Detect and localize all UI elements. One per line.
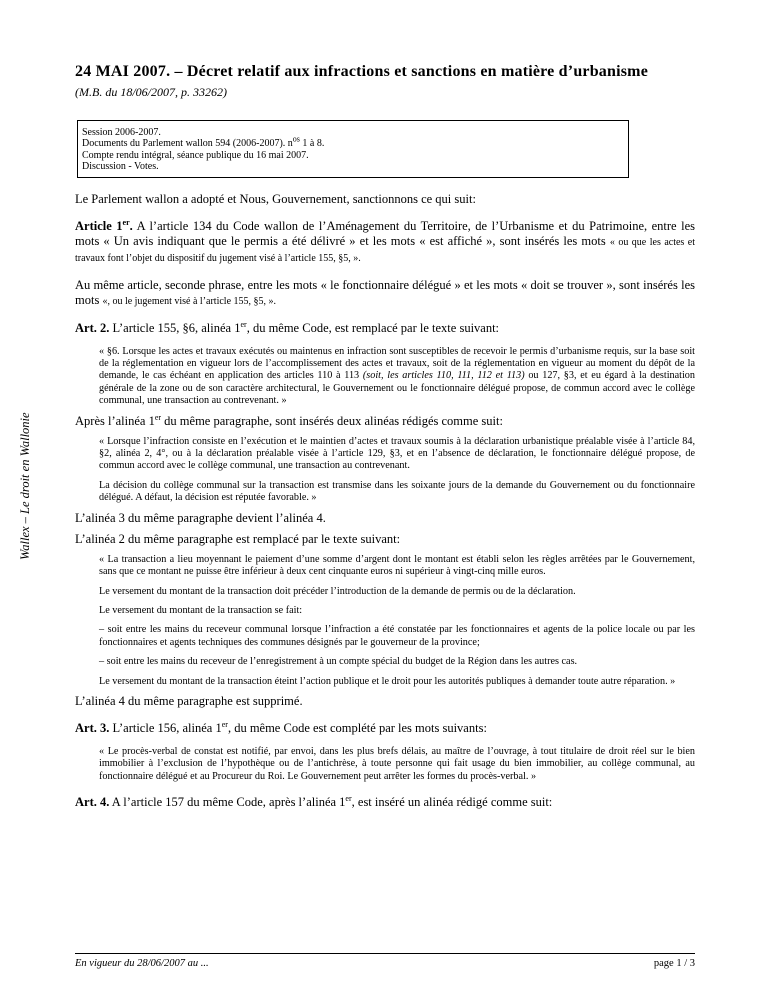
intro-paragraph: Le Parlement wallon a adopté et Nous, Gouvernement, sanctionnons ce qui suit: <box>75 191 476 206</box>
quote-paragraph: « Lorsque l’infraction consiste en l’exécution et le maintien d’actes et travaux soumis à la déclaration urbanistique préalable visée à l’article 84, §2, alinéa 2, 4°, ou à la déclaration préalable visée à l’article 129, §3, et en l’absence de déclaration, le fonctionnaire délégué propose, de commun accord avec le collège communal, une transaction au contrevenant. <box>99 435 695 472</box>
quote-paragraph: « La transaction a lieu moyennant le paiement d’une somme d’argent dont le montant est établi selon les règles arrêtées par le Gouvernement, sans que ce montant ne puisse être inférieur à deux cent cinquante euros ni supérieur à vingt-cinq mille euros. <box>99 553 695 578</box>
article-2-heading: Art. 2. <box>75 320 110 335</box>
session-line: Discussion - Votes. <box>82 161 159 173</box>
session-line: Session 2006-2007. <box>82 127 161 138</box>
quote-paragraph: – soit entre les mains du receveur communal lorsque l’infraction a été constatée par les fonctionnaires et agents de la police locale ou par les fonctionnaires et agents techniques des communes désignés par le gouverneur de la province; <box>99 624 695 648</box>
article-1-heading: Article 1er. <box>75 217 133 233</box>
session-box <box>77 120 629 178</box>
article-3-heading: Art. 3. <box>75 720 110 735</box>
article-2-insert-paragraph: Après l’alinéa 1er du même paragraphe, sont insérés deux alinéas rédigés comme suit: <box>75 412 503 428</box>
session-docs-line: Documents du Parlement wallon 594 (2006-2007). $n^{os}$ 1 à 8. <box>82 135 325 150</box>
page-number: page 1 / 3 <box>653 958 695 969</box>
quote-paragraph: Le versement du montant de la transaction se fait: <box>99 604 303 616</box>
side-label: Wallex – Le droit en Wallonie <box>18 412 32 560</box>
article-3: Art. 3. L’article 156, alinéa 1er, du même Code est complété par les mots suivants: <box>75 719 487 735</box>
article-4-heading: Art. 4. <box>75 795 110 810</box>
quote-paragraph: « Le procès-verbal de constat est notifié, par envoi, dans les plus brefs délais, au maître de l’ouvrage, à tout titulaire de droit réel sur le bien immobilier à l’exclusion de l’hypothèque ou de l’antichrèse, à toute personne qui fait usage du bien immobilier, au collège communal, au fonctionnaire délégué et au Procureur du Roi. Le Gouvernement peut arrêter les formes du procès-verbal. » <box>99 745 695 782</box>
session-line: Compte rendu intégral, séance publique du 16 mai 2007. <box>82 149 309 161</box>
article-2-paragraph: L’alinéa 3 du même paragraphe devient l’alinéa 4. <box>75 510 326 525</box>
quote-paragraph: La décision du collège communal sur la transaction est transmise dans les soixante jours de la demande du Gouvernement ou du fonctionnaire délégué. A défaut, la décision est réputée favorable. » <box>99 479 695 504</box>
article-4: Art. 4. A l’article 157 du même Code, après l’alinéa 1er, est inséré un alinéa rédigé comme suit: <box>75 794 553 810</box>
article-2-paragraph: L’alinéa 4 du même paragraphe est supprimé. <box>75 693 303 708</box>
quote-paragraph: « §6. Lorsque les actes et travaux exécutés ou maintenus en infraction sont susceptibles de recevoir le permis d’urbanisme requis, sur la base soit de la réglementation en vigueur lors de l’accomplissement des actes et travaux, soit de la réglementation en vigueur au moment du dépôt de la demande, le cas échéant en application des articles 110 à 113 (soit, les articles 110, 111, 112 et 113) ou 127, §3, et eu égard à la destination générale de la zone ou de son caractère architectural, le Gouvernement ou le fonctionnaire délégué propose, de commun accord avec le collège communal, une transaction au contrevenant. » <box>99 345 695 407</box>
footer-validity: En vigueur du 28/06/2007 au ... <box>75 958 209 969</box>
quote-paragraph: Le versement du montant de la transaction doit précéder l’introduction de la demande de permis ou de la déclaration. <box>99 585 576 597</box>
article-1-paragraph-2: Au même article, seconde phrase, entre les mots « le fonctionnaire délégué » et les mots « doit se trouver », sont insérés les mots «, ou le jugement visé à l’article 155, §5, ». <box>75 277 695 307</box>
page-footer <box>75 953 695 969</box>
quote-paragraph: – soit entre les mains du receveur de l’enregistrement à un compte spécial du budget de la Région dans les autres cas. <box>99 656 578 668</box>
document-subtitle: (M.B. du 18/06/2007, p. 33262) <box>75 85 227 99</box>
article-2: Art. 2. L’article 155, §6, alinéa 1er, du même Code, est remplacé par le texte suivant: <box>75 319 500 335</box>
document-page <box>75 62 695 810</box>
article-1: Article 1er. A l’article 134 du Code wallon de l’Aménagement du Territoire, de l’Urbanisme et du Patrimoine, entre les mots « Un avis indiquant que le permis a été délivré » et les mots « est affiché », sont insérés les mots « ou que les actes et travaux font l’objet du dispositif du jugement visé à l’article 155, §5, ». <box>75 217 696 264</box>
quote-paragraph: Le versement du montant de la transaction éteint l’action publique et le droit pour les autorités publiques à demander toute autre réparation. » <box>99 675 676 687</box>
document-title: 24 MAI 2007. – Décret relatif aux infractions et sanctions en matière d’urbanisme <box>75 63 649 80</box>
article-2-paragraph: L’alinéa 2 du même paragraphe est remplacé par le texte suivant: <box>75 531 401 546</box>
